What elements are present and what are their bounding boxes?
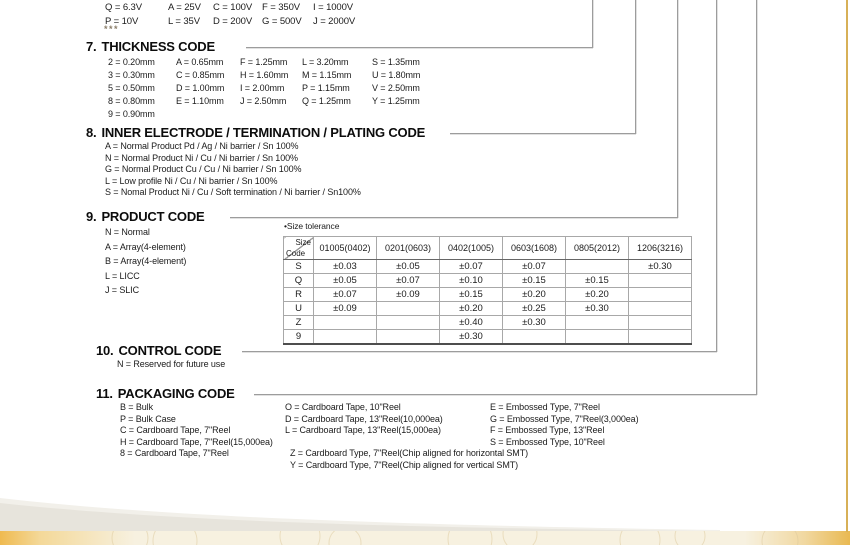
thickness-item: C = 0.85mm — [176, 70, 225, 80]
packaging-item: B = Bulk — [120, 402, 153, 412]
size-column-header: 0402(1005) — [440, 237, 503, 260]
size-column-header: 0603(1608) — [503, 237, 566, 260]
plating-item: S = Nomal Product Ni / Cu / Soft termination / Ni barrier / Sn100% — [105, 187, 361, 198]
size-column-header: 01005(0402) — [314, 237, 377, 260]
thickness-item: 8 = 0.80mm — [108, 96, 155, 106]
tolerance-value-cell — [629, 302, 692, 316]
tolerance-value-cell — [314, 316, 377, 330]
voltage-item: C = 100V — [213, 2, 253, 13]
tolerance-value-cell — [566, 316, 629, 330]
voltage-code-list — [105, 1, 355, 28]
tolerance-value-cell — [629, 330, 692, 345]
tolerance-value-cell: ±0.15 — [440, 288, 503, 302]
thickness-item: J = 2.50mm — [240, 96, 287, 106]
tolerance-value-cell — [377, 330, 440, 345]
thickness-item: I = 2.00mm — [240, 83, 285, 93]
thickness-item: L = 3.20mm — [302, 57, 349, 67]
product-code-item: J = SLIC — [105, 285, 139, 296]
packaging-item: Z = Cardboard Type, 7"Reel(Chip aligned for horizontal SMT) — [290, 448, 528, 458]
section11-title — [96, 386, 235, 401]
size-code-corner-cell — [284, 237, 314, 260]
tolerance-value-cell: ±0.09 — [314, 302, 377, 316]
leader-line-section9-horizontal — [230, 217, 678, 218]
thickness-item: H = 1.60mm — [240, 70, 289, 80]
corner-size-label: Size — [295, 238, 311, 247]
thickness-item: P = 1.15mm — [302, 83, 350, 93]
product-code-list — [105, 225, 186, 298]
tolerance-value-cell: ±0.10 — [440, 274, 503, 288]
tolerance-row-code: S — [284, 260, 314, 274]
control-code-list — [117, 359, 225, 371]
leader-line-section7-horizontal — [246, 47, 593, 48]
tolerance-value-cell: ±0.15 — [566, 274, 629, 288]
size-table-body — [284, 260, 692, 345]
section11-title-text: PACKAGING CODE — [117, 386, 235, 401]
tolerance-row-code: Z — [284, 316, 314, 330]
tolerance-value-cell: ±0.20 — [503, 288, 566, 302]
thickness-code-list — [108, 56, 420, 121]
leader-line-section10-vertical — [716, 0, 717, 352]
tolerance-value-cell: ±0.30 — [629, 260, 692, 274]
thickness-item: Y = 1.25mm — [372, 96, 420, 106]
size-table-row — [284, 260, 692, 274]
voltage-item: J = 2000V — [313, 15, 356, 27]
product-code-item: L = LICC — [105, 270, 140, 281]
control-code-item: N = Reserved for future use — [117, 359, 226, 369]
packaging-item: L = Cardboard Tape, 13"Reel(15,000ea) — [285, 425, 441, 436]
size-column-header: 0201(0603) — [377, 237, 440, 260]
leader-line-section11-horizontal — [254, 394, 757, 395]
tolerance-value-cell: ±0.07 — [314, 288, 377, 302]
tolerance-value-cell — [629, 274, 692, 288]
product-code-item: B = Array(4-element) — [105, 256, 187, 267]
size-table-header-row — [284, 237, 692, 260]
voltage-item: F = 350V — [262, 2, 301, 13]
voltage-item: A = 25V — [168, 2, 201, 13]
tolerance-value-cell — [629, 288, 692, 302]
thickness-item: 9 = 0.90mm — [108, 109, 155, 119]
thickness-item: E = 1.10mm — [176, 96, 224, 106]
tolerance-value-cell: ±0.30 — [440, 330, 503, 345]
voltage-row — [105, 15, 355, 29]
packaging-code-column-2 — [285, 402, 443, 437]
section8-title-text: INNER ELECTRODE / TERMINATION / PLATING CODE — [101, 125, 426, 140]
tolerance-value-cell — [503, 330, 566, 345]
tolerance-value-cell — [377, 302, 440, 316]
voltage-row — [105, 1, 355, 15]
size-table-row — [284, 330, 692, 345]
thickness-item: U = 1.80mm — [372, 70, 421, 80]
thickness-item: F = 1.25mm — [240, 57, 288, 67]
tolerance-value-cell — [377, 316, 440, 330]
packaging-item: 8 = Cardboard Tape, 7"Reel — [120, 448, 229, 459]
section10-title — [96, 343, 221, 358]
voltage-item: L = 35V — [168, 15, 200, 27]
section9-title — [86, 209, 205, 224]
footnote-asterisks: *** — [104, 24, 120, 34]
tolerance-value-cell — [566, 330, 629, 345]
packaging-item: O = Cardboard Tape, 10"Reel — [285, 402, 401, 412]
size-column-header: 1206(3216) — [629, 237, 692, 260]
size-table-row — [284, 302, 692, 316]
tolerance-value-cell: ±0.20 — [566, 288, 629, 302]
packaging-code-extra-lines — [290, 448, 528, 471]
packaging-item: D = Cardboard Tape, 13"Reel(10,000ea) — [285, 413, 443, 424]
product-code-item: N = Normal — [105, 227, 150, 237]
thickness-item: 5 = 0.50mm — [108, 83, 155, 93]
packaging-item: Y = Cardboard Type, 7"Reel(Chip aligned for vertical SMT) — [290, 459, 519, 470]
leader-line-section7-vertical — [592, 0, 593, 48]
section10-title-text: CONTROL CODE — [118, 343, 222, 358]
voltage-item: I = 1000V — [313, 2, 354, 13]
leader-line-section11-vertical — [756, 0, 757, 395]
tolerance-value-cell: ±0.05 — [314, 274, 377, 288]
tolerance-value-cell — [566, 260, 629, 274]
tolerance-row-code: Q — [284, 274, 314, 288]
packaging-item: F = Embossed Type, 13"Reel — [490, 425, 605, 436]
leader-line-section8-vertical — [635, 0, 636, 134]
thickness-item: 2 = 0.20mm — [108, 57, 155, 67]
size-table-row — [284, 274, 692, 288]
tolerance-value-cell: ±0.20 — [440, 302, 503, 316]
thickness-item: V = 2.50mm — [372, 83, 420, 93]
tolerance-value-cell: ±0.09 — [377, 288, 440, 302]
size-table-row — [284, 316, 692, 330]
packaging-item: G = Embossed Type, 7"Reel(3,000ea) — [490, 413, 639, 424]
section9-title-text: PRODUCT CODE — [101, 209, 205, 224]
tolerance-row-code: R — [284, 288, 314, 302]
packaging-item: H = Cardboard Tape, 7"Reel(15,000ea) — [120, 436, 273, 447]
tolerance-row-code: 9 — [284, 330, 314, 345]
section8-title — [86, 125, 425, 140]
thickness-item: A = 0.65mm — [176, 57, 224, 67]
plating-item: L = Low profile Ni / Cu / Ni barrier / Sn 100% — [105, 175, 278, 186]
page-right-gold-border — [846, 0, 848, 532]
plating-item: G = Normal Product Cu / Cu / Ni barrier / Sn 100% — [105, 164, 302, 175]
tolerance-value-cell — [629, 316, 692, 330]
section9-number: 9. — [86, 209, 97, 224]
tolerance-value-cell: ±0.07 — [377, 274, 440, 288]
leader-line-section9-vertical — [677, 0, 678, 218]
voltage-item: P = 10V — [105, 15, 139, 27]
section7-title-text: THICKNESS CODE — [101, 39, 215, 54]
section7-title — [86, 39, 215, 54]
section7-number: 7. — [86, 39, 97, 54]
plating-item: A = Normal Product Pd / Ag / Ni barrier / Sn 100% — [105, 141, 299, 151]
plating-code-list — [105, 141, 361, 199]
plating-item: N = Normal Product Ni / Cu / Ni barrier / Sn 100% — [105, 152, 298, 163]
tolerance-value-cell: ±0.30 — [503, 316, 566, 330]
product-code-item: A = Array(4-element) — [105, 241, 186, 252]
size-table-row — [284, 288, 692, 302]
packaging-item: E = Embossed Type, 7"Reel — [490, 402, 600, 412]
tolerance-row-code: U — [284, 302, 314, 316]
thickness-item: S = 1.35mm — [372, 57, 420, 67]
footer-gold-band — [0, 531, 850, 545]
voltage-item: D = 200V — [213, 15, 253, 27]
size-table-header — [284, 237, 692, 260]
leader-line-section8-horizontal — [450, 133, 636, 134]
section10-number: 10. — [96, 343, 114, 358]
size-tolerance-caption: •Size tolerance — [284, 221, 340, 231]
tolerance-value-cell: ±0.15 — [503, 274, 566, 288]
thickness-item: M = 1.15mm — [302, 70, 352, 80]
thickness-item: D = 1.00mm — [176, 83, 225, 93]
tolerance-value-cell: ±0.03 — [314, 260, 377, 274]
packaging-item: C = Cardboard Tape, 7"Reel — [120, 425, 231, 436]
corner-code-label: Code — [286, 249, 306, 258]
voltage-item: G = 500V — [262, 15, 302, 27]
tolerance-value-cell: ±0.07 — [440, 260, 503, 274]
tolerance-value-cell: ±0.40 — [440, 316, 503, 330]
tolerance-value-cell: ±0.25 — [503, 302, 566, 316]
thickness-item: Q = 1.25mm — [302, 96, 351, 106]
leader-line-section10-horizontal — [242, 351, 717, 352]
section11-number: 11. — [96, 386, 113, 401]
thickness-item: 3 = 0.30mm — [108, 70, 155, 80]
voltage-item: Q = 6.3V — [105, 2, 142, 13]
size-tolerance-table — [283, 236, 692, 345]
packaging-code-column-1 — [120, 402, 273, 460]
size-column-header: 0805(2012) — [566, 237, 629, 260]
tolerance-value-cell: ±0.05 — [377, 260, 440, 274]
tolerance-value-cell: ±0.07 — [503, 260, 566, 274]
section8-number: 8. — [86, 125, 97, 140]
tolerance-value-cell — [314, 330, 377, 345]
tolerance-value-cell: ±0.30 — [566, 302, 629, 316]
packaging-item: S = Embossed Type, 10"Reel — [490, 436, 605, 447]
packaging-item: P = Bulk Case — [120, 413, 176, 424]
packaging-code-column-3 — [490, 402, 638, 448]
